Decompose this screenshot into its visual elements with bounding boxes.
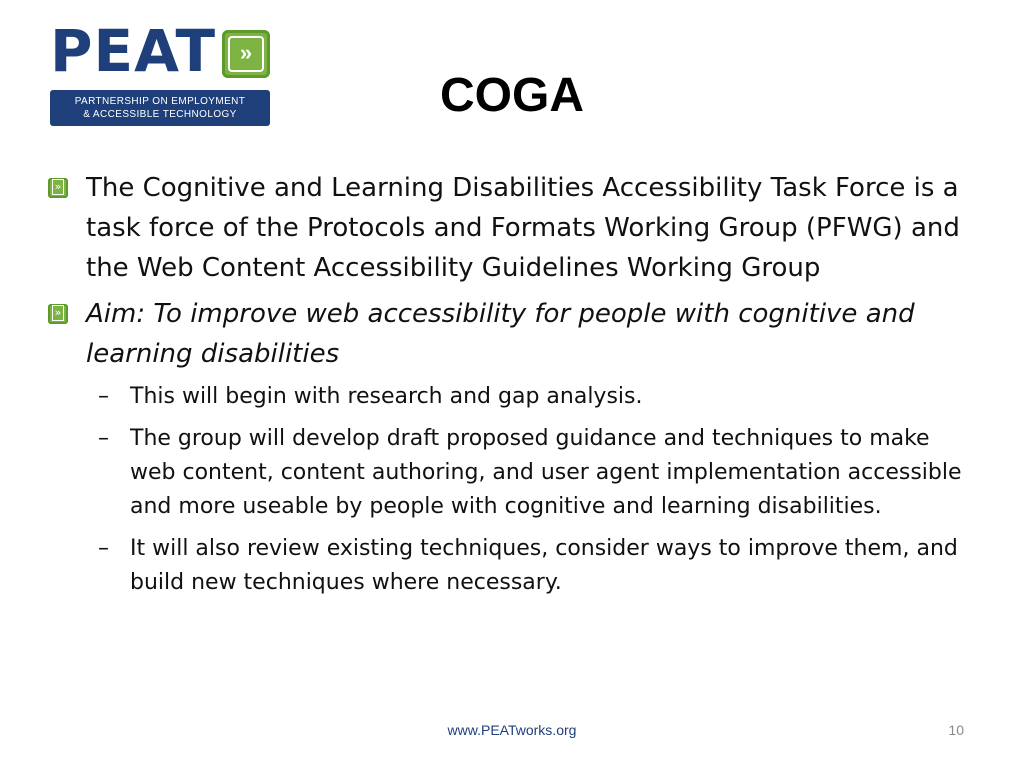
sub-bullet-text: The group will develop draft proposed guidance and techniques to make web content, content authoring, and user agent implementation accessible and more useable by people with cognitive and learning disabilities. — [130, 426, 962, 519]
bullet-chevron-icon — [48, 178, 68, 198]
logo-tagline-line2: & ACCESSIBLE TECHNOLOGY — [83, 109, 237, 120]
logo-wordmark: PEAT — [50, 17, 217, 85]
sub-bullet-text: It will also review existing techniques, consider ways to improve them, and build new techniques where necessary. — [130, 536, 958, 595]
sub-bullet-item — [48, 380, 978, 414]
footer-url: www.PEATworks.org — [447, 722, 577, 738]
slide-title: COGA — [440, 69, 584, 122]
bullet-text: The Cognitive and Learning Disabilities Accessibility Task Force is a task force of the Protocols and Formats Working Group (PFWG) and the Web Content Accessibility Guidelines Working Group — [86, 173, 960, 283]
dash-marker: – — [98, 536, 109, 561]
bullet-item — [48, 168, 978, 288]
dash-marker: – — [98, 384, 109, 409]
logo-badge-glyph: » — [228, 36, 264, 72]
slide-body — [48, 168, 978, 608]
sub-bullet-item — [48, 532, 978, 600]
sub-bullet-text: This will begin with research and gap analysis. — [130, 384, 643, 409]
bullet-text: Aim: To improve web accessibility for people with cognitive and learning disabilities — [86, 299, 915, 369]
sub-bullet-item — [48, 422, 978, 524]
bullet-chevron-icon — [48, 304, 68, 324]
bullet-item — [48, 294, 978, 374]
page-number: 10 — [948, 722, 964, 738]
dash-marker: – — [98, 426, 109, 451]
logo-tagline-line1: PARTNERSHIP ON EMPLOYMENT — [74, 96, 246, 107]
